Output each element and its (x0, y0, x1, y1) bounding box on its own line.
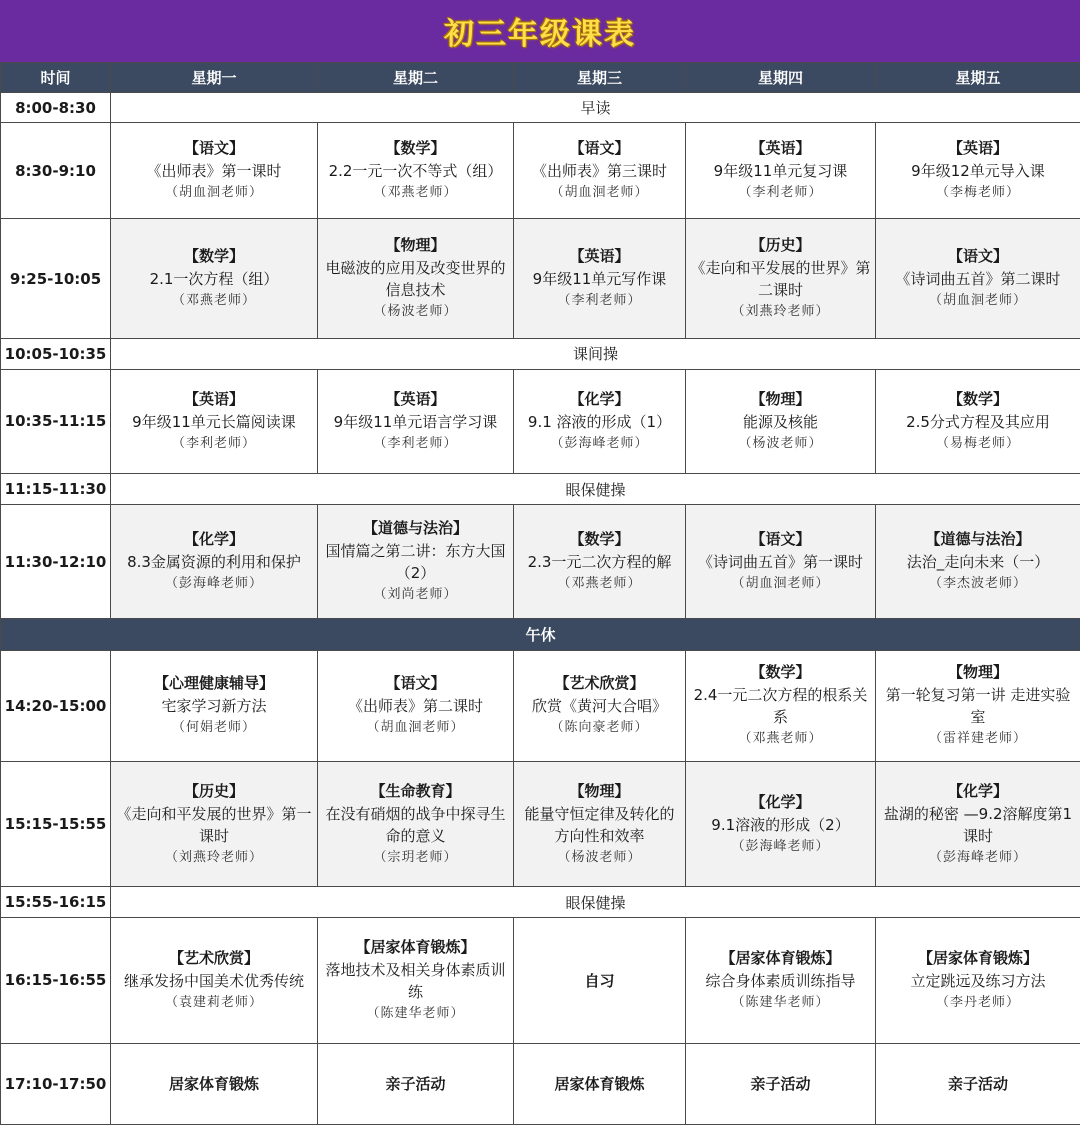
lesson-topic: 在没有硝烟的战争中探寻生命的意义 (325, 804, 506, 845)
subject-label: 【道德与法治】 (362, 519, 468, 538)
subject-label: 【历史】 (750, 236, 811, 255)
subject-label: 【英语】 (947, 139, 1008, 158)
header-time: 时间 (1, 63, 111, 93)
teacher-name: （邓燕老师） (373, 185, 458, 201)
lesson-cell-friday (876, 650, 1080, 761)
class-row (1, 761, 1080, 886)
lesson-cell-monday (111, 761, 318, 886)
subject-label: 【数学】 (385, 139, 446, 158)
lesson-topic: 宅家学习新方法 (161, 697, 267, 716)
time-cell: 14:20-15:00 (1, 650, 111, 761)
lesson-topic: 《出师表》第一课时 (146, 162, 282, 181)
header-monday: 星期一 (111, 63, 318, 93)
teacher-name: （宗玥老师） (373, 849, 458, 865)
lunch-label: 午休 (1, 619, 1080, 650)
lesson-topic: 9.1溶液的形成（2） (711, 815, 850, 834)
lesson-topic: 继承发扬中国美术优秀传统 (123, 971, 304, 990)
break-label: 眼保健操 (111, 474, 1080, 505)
subject-label: 【艺术欣赏】 (168, 948, 259, 967)
time-cell: 11:30-12:10 (1, 505, 111, 619)
subject-label: 【语文】 (569, 139, 630, 158)
lesson-cell-monday (111, 505, 318, 619)
activity-cell-monday: 居家体育锻炼 (111, 1043, 318, 1124)
lesson-topic: 电磁波的应用及改变世界的信息技术 (325, 259, 506, 300)
header-row (1, 63, 1080, 93)
teacher-name: （胡血洄老师） (366, 720, 465, 736)
lesson-cell-wednesday (514, 761, 686, 886)
lesson-cell-tuesday (318, 761, 514, 886)
teacher-name: （陈建华老师） (366, 1005, 465, 1021)
lesson-topic: 《走向和平发展的世界》第一课时 (116, 804, 312, 845)
break-label: 课间操 (111, 338, 1080, 369)
lesson-topic: 9年级12单元导入课 (911, 162, 1045, 181)
final-row (1, 1043, 1080, 1124)
lesson-topic: 盐湖的秘密 —9.2溶解度第1课时 (883, 804, 1073, 845)
teacher-name: （彭海峰老师） (928, 849, 1027, 865)
lesson-cell-monday (111, 918, 318, 1043)
break-row (1, 887, 1080, 918)
lesson-cell-thursday (686, 918, 876, 1043)
lesson-topic: 《诗词曲五首》第一课时 (697, 553, 863, 572)
time-cell: 16:15-16:55 (1, 918, 111, 1043)
subject-label: 【英语】 (750, 139, 811, 158)
lesson-cell-monday (111, 369, 318, 473)
class-row (1, 123, 1080, 219)
activity-cell-tuesday: 亲子活动 (318, 1043, 514, 1124)
time-cell: 15:15-15:55 (1, 761, 111, 886)
subject-label: 【生命教育】 (370, 781, 461, 800)
lesson-topic: 法治_走向未来（一） (906, 553, 1050, 572)
activity-cell-friday: 亲子活动 (876, 1043, 1080, 1124)
subject-label: 【语文】 (183, 139, 244, 158)
break-row (1, 93, 1080, 123)
subject-label: 【物理】 (569, 781, 630, 800)
subject-label: 【心理健康辅导】 (153, 674, 274, 693)
class-row (1, 219, 1080, 338)
time-cell: 17:10-17:50 (1, 1043, 111, 1124)
lesson-topic: 2.4一元二次方程的根系关系 (693, 686, 868, 727)
time-cell: 8:30-9:10 (1, 123, 111, 219)
teacher-name: （胡血洄老师） (550, 185, 649, 201)
lesson-topic: 9.1 溶液的形成（1） (527, 412, 672, 431)
lesson-cell-monday (111, 123, 318, 219)
subject-label: 【居家体育锻炼】 (720, 948, 841, 967)
time-cell: 10:05-10:35 (1, 338, 111, 369)
lesson-cell-wednesday (514, 219, 686, 338)
lesson-cell-friday (876, 761, 1080, 886)
timetable (0, 62, 1080, 1125)
lesson-cell-thursday (686, 505, 876, 619)
lesson-topic: 综合身体素质训练指导 (705, 971, 856, 990)
lesson-topic: 《出师表》第二课时 (347, 697, 483, 716)
subject-label: 【英语】 (385, 389, 446, 408)
lesson-topic: 落地技术及相关身体素质训练 (325, 960, 506, 1001)
lesson-topic: 立定跳远及练习方法 (910, 971, 1046, 990)
teacher-name: （刘尚老师） (373, 587, 458, 603)
header-friday: 星期五 (876, 63, 1080, 93)
lesson-cell-friday (876, 918, 1080, 1043)
teacher-name: （彭海峰老师） (164, 576, 263, 592)
lunch-row (1, 619, 1080, 650)
break-label: 早读 (111, 93, 1080, 123)
activity-cell-thursday: 亲子活动 (686, 1043, 876, 1124)
teacher-name: （陈建华老师） (731, 994, 830, 1010)
teacher-name: （李梅老师） (935, 185, 1020, 201)
teacher-name: （刘燕玲老师） (731, 304, 830, 320)
teacher-name: （李利老师） (171, 435, 256, 451)
teacher-name: （何娟老师） (171, 720, 256, 736)
header-wednesday: 星期三 (514, 63, 686, 93)
subject-label: 【语文】 (385, 674, 446, 693)
class-row (1, 369, 1080, 473)
class-row (1, 650, 1080, 761)
teacher-name: （袁建莉老师） (164, 994, 263, 1010)
header-thursday: 星期四 (686, 63, 876, 93)
lesson-topic: 国情篇之第二讲：东方大国（2） (325, 542, 506, 583)
lesson-cell-wednesday (514, 918, 686, 1043)
lesson-topic: 2.2一元一次不等式（组） (328, 162, 503, 181)
time-cell: 10:35-11:15 (1, 369, 111, 473)
teacher-name: （陈向豪老师） (550, 720, 649, 736)
teacher-name: （李利老师） (373, 435, 458, 451)
lesson-cell-friday (876, 505, 1080, 619)
activity-cell-wednesday: 居家体育锻炼 (514, 1043, 686, 1124)
lesson-topic: 《诗词曲五首》第二课时 (895, 270, 1061, 289)
lesson-cell-wednesday (514, 650, 686, 761)
time-cell: 15:55-16:15 (1, 887, 111, 918)
teacher-name: （易梅老师） (935, 435, 1020, 451)
teacher-name: （杨波老师） (738, 435, 823, 451)
subject-label: 【化学】 (569, 389, 630, 408)
lesson-topic: 9年级11单元语言学习课 (333, 412, 498, 431)
class-row (1, 505, 1080, 619)
subject-label: 【艺术欣赏】 (554, 674, 645, 693)
lesson-cell-thursday (686, 650, 876, 761)
subject-label: 【物理】 (385, 236, 446, 255)
teacher-name: （彭海峰老师） (731, 838, 830, 854)
lesson-topic: 8.3金属资源的利用和保护 (127, 553, 301, 572)
subject-label: 【历史】 (183, 781, 244, 800)
teacher-name: （邓燕老师） (738, 731, 823, 747)
lesson-topic: 《走向和平发展的世界》第二课时 (690, 259, 871, 300)
subject-label: 【化学】 (750, 792, 811, 811)
lesson-cell-wednesday (514, 505, 686, 619)
lesson-topic: 9年级11单元写作课 (532, 270, 667, 289)
lesson-cell-tuesday (318, 918, 514, 1043)
teacher-name: （李利老师） (738, 185, 823, 201)
subject-label: 【数学】 (947, 389, 1008, 408)
teacher-name: （杨波老师） (557, 849, 642, 865)
lesson-cell-monday (111, 219, 318, 338)
lesson-cell-friday (876, 369, 1080, 473)
teacher-name: （杨波老师） (373, 304, 458, 320)
teacher-name: （彭海峰老师） (550, 435, 649, 451)
subject-label: 【语文】 (947, 247, 1008, 266)
teacher-name: （李丹老师） (935, 994, 1020, 1010)
time-cell: 11:15-11:30 (1, 474, 111, 505)
subject-label: 【数学】 (183, 247, 244, 266)
subject-label: 【英语】 (183, 389, 244, 408)
teacher-name: （胡血洄老师） (731, 576, 830, 592)
lesson-cell-tuesday (318, 369, 514, 473)
lesson-cell-monday (111, 650, 318, 761)
lesson-topic: 欣赏《黄河大合唱》 (531, 697, 667, 716)
break-row (1, 474, 1080, 505)
break-row (1, 338, 1080, 369)
lesson-topic: 9年级11单元复习课 (713, 162, 848, 181)
subject-label: 【物理】 (947, 663, 1008, 682)
lesson-cell-tuesday (318, 123, 514, 219)
teacher-name: （胡血洄老师） (928, 293, 1027, 309)
teacher-name: （刘燕玲老师） (164, 849, 263, 865)
lesson-topic: 自习 (584, 971, 615, 990)
lesson-topic: 《出师表》第三课时 (531, 162, 667, 181)
lesson-topic: 2.1一次方程（组） (149, 270, 279, 289)
lesson-topic: 2.5分式方程及其应用 (906, 412, 1050, 431)
lesson-cell-tuesday (318, 650, 514, 761)
lesson-cell-wednesday (514, 123, 686, 219)
subject-label: 【道德与法治】 (925, 530, 1031, 549)
lesson-topic: 能源及核能 (742, 412, 818, 431)
subject-label: 【物理】 (750, 389, 811, 408)
subject-label: 【语文】 (750, 530, 811, 549)
lesson-cell-friday (876, 219, 1080, 338)
page-title: 初三年级课表 (444, 17, 636, 52)
subject-label: 【数学】 (750, 663, 811, 682)
lesson-cell-thursday (686, 123, 876, 219)
subject-label: 【居家体育锻炼】 (355, 937, 476, 956)
time-cell: 8:00-8:30 (1, 93, 111, 123)
subject-label: 【数学】 (569, 530, 630, 549)
title-banner (0, 0, 1080, 62)
lesson-topic: 2.3一元二次方程的解 (527, 553, 672, 572)
teacher-name: （雷祥建老师） (928, 731, 1027, 747)
lesson-topic: 第一轮复习第一讲 走进实验室 (885, 686, 1071, 727)
teacher-name: （胡血洄老师） (164, 185, 263, 201)
subject-label: 【化学】 (183, 530, 244, 549)
teacher-name: （邓燕老师） (557, 576, 642, 592)
teacher-name: （李利老师） (557, 293, 642, 309)
lesson-cell-friday (876, 123, 1080, 219)
lesson-cell-wednesday (514, 369, 686, 473)
teacher-name: （邓燕老师） (171, 293, 256, 309)
lesson-cell-thursday (686, 219, 876, 338)
lesson-topic: 能量守恒定律及转化的方向性和效率 (524, 804, 675, 845)
subject-label: 【化学】 (947, 781, 1008, 800)
subject-label: 【英语】 (569, 247, 630, 266)
lesson-cell-thursday (686, 761, 876, 886)
lesson-cell-tuesday (318, 505, 514, 619)
break-label: 眼保健操 (111, 887, 1080, 918)
header-tuesday: 星期二 (318, 63, 514, 93)
subject-label: 【居家体育锻炼】 (917, 948, 1038, 967)
class-row (1, 918, 1080, 1043)
time-cell: 9:25-10:05 (1, 219, 111, 338)
lesson-cell-tuesday (318, 219, 514, 338)
lesson-cell-thursday (686, 369, 876, 473)
lesson-topic: 9年级11单元长篇阅读课 (132, 412, 296, 431)
teacher-name: （李杰波老师） (928, 576, 1027, 592)
